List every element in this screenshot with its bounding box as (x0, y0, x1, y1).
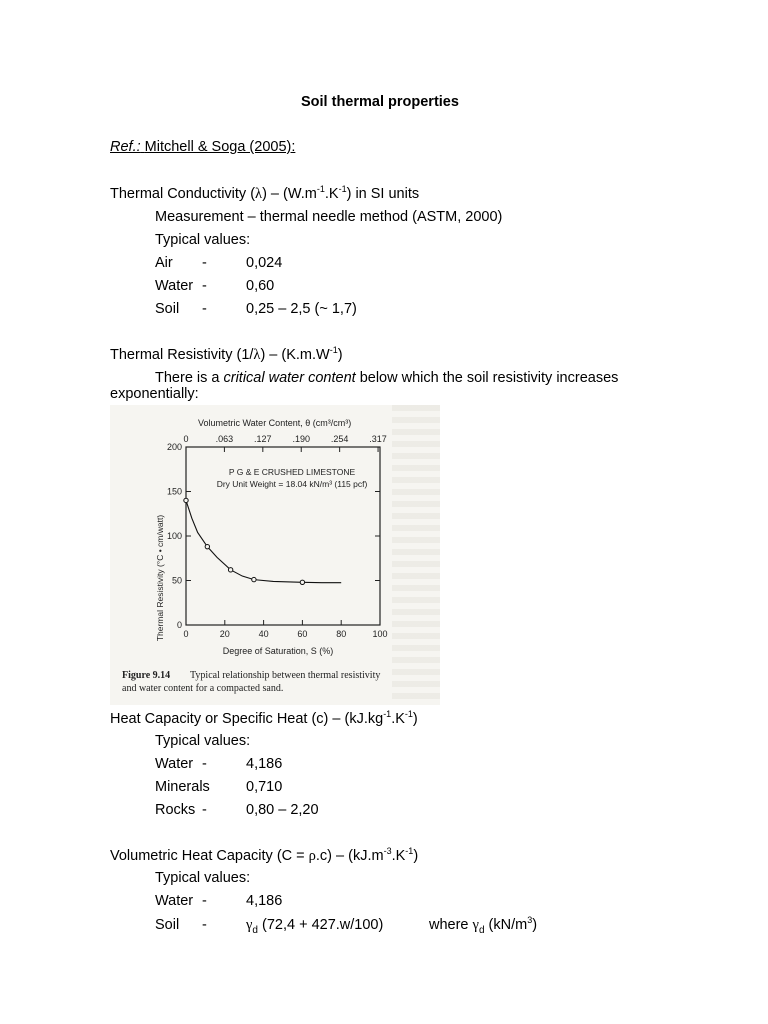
tc-measurement: Measurement – thermal needle method (ASTM, 2000) (155, 209, 503, 225)
x-tick-label: 20 (219, 629, 230, 639)
thermal-resistivity-chart (110, 405, 440, 705)
tc-heading-unit: ) – (W.m (262, 186, 317, 202)
top-tick-label: .317 (369, 434, 387, 444)
row-value: 0,024 (246, 255, 283, 271)
data-point (205, 544, 209, 548)
row-name: Minerals (155, 779, 210, 795)
row-name: Soil (155, 917, 180, 933)
tr-sentence (155, 370, 618, 386)
x-tick-label: 60 (297, 629, 308, 639)
row-value: 0,60 (246, 278, 275, 294)
vhc-typical-label: Typical values: (155, 870, 251, 886)
row-dash: - (202, 802, 207, 818)
row-value: 4,186 (246, 893, 283, 909)
formula-text: (72,4 + 427.w/100) (257, 917, 384, 933)
tr-sentence-post: below which the soil resistivity increases (355, 370, 619, 386)
row-value: 0,80 – 2,20 (246, 802, 319, 818)
y-tick-label: 200 (166, 442, 182, 452)
volumetric-heat-capacity-heading (110, 848, 418, 865)
lambda-symbol: λ (253, 347, 261, 363)
top-axis-label: Volumetric Water Content, θ (cm³/cm³) (198, 418, 352, 428)
tc-exp1: -1 (316, 184, 325, 195)
unit-exp: 3 (527, 915, 533, 926)
x-axis-label: Degree of Saturation, S (%) (222, 646, 334, 656)
tc-heading-post: ) in SI units (346, 186, 420, 202)
figure-caption-line1: Typical relationship between thermal resistivity (190, 670, 381, 681)
vhc-heading-text: Volumetric Heat Capacity (C = (110, 848, 309, 864)
row-dash: - (202, 301, 207, 317)
row-value: 0,25 – 2,5 (~ 1,7) (246, 301, 357, 317)
top-tick-label: .254 (330, 434, 349, 444)
hc-heading-unit: .K (391, 711, 405, 727)
top-tick-label: .190 (292, 434, 311, 444)
tr-heading-post: ) (337, 347, 343, 363)
gamma-subscript: d (478, 924, 485, 936)
x-tick-label: 80 (336, 629, 347, 639)
tr-sentence-line2: exponentially: (110, 386, 199, 402)
row-dash: - (202, 278, 207, 294)
x-axis-ticks (183, 620, 387, 639)
top-tick-label: 0 (183, 434, 189, 444)
tr-exp1: -1 (329, 345, 338, 356)
vhc-heading-post: ) (413, 848, 419, 864)
inset-label-line1: P G & E CRUSHED LIMESTONE (228, 467, 356, 477)
y-tick-label: 150 (166, 486, 182, 497)
tc-exp2: -1 (338, 184, 347, 195)
unit-text: (kN/m (484, 917, 528, 933)
data-point (184, 498, 188, 502)
hc-exp2: -1 (404, 709, 413, 720)
page-title: Soil thermal properties (301, 94, 459, 110)
gamma-symbol: γ (472, 917, 479, 933)
series-points (184, 498, 305, 584)
row-name: Rocks (155, 802, 196, 818)
y-tick-label: 0 (176, 620, 182, 630)
thermal-conductivity-heading (110, 186, 419, 203)
data-point (252, 577, 256, 581)
where-text: where (429, 917, 473, 933)
unit-post: ) (532, 917, 538, 933)
thermal-resistivity-heading (110, 347, 343, 364)
row-name: Soil (155, 301, 180, 317)
series-line (186, 500, 341, 582)
tr-sentence-pre: There is a (155, 370, 224, 386)
x-tick-label: 40 (258, 629, 269, 639)
gamma-symbol: γ (246, 917, 253, 933)
row-value: 0,710 (246, 779, 283, 795)
reference-text: Mitchell & Soga (2005): (144, 139, 296, 155)
data-point (300, 580, 304, 584)
soil-formula (246, 917, 383, 934)
row-dash: - (202, 255, 207, 271)
y-tick-label: 50 (171, 575, 182, 586)
row-name: Water (155, 756, 194, 772)
vhc-heading-unit2: .K (391, 848, 406, 864)
figure-caption-label: Figure 9.14 (122, 670, 171, 681)
hc-heading-post: ) (412, 711, 418, 727)
reference-line (110, 139, 295, 155)
tc-heading-unit2: .K (324, 186, 339, 202)
scanned-figure (110, 405, 440, 705)
tr-heading-unit: ) – (K.m.W (260, 347, 330, 363)
top-tick-label: .127 (254, 434, 272, 444)
tr-heading-text: Thermal Resistivity (1/ (110, 347, 254, 363)
inset-label-line2: Dry Unit Weight = 18.04 kN/m³ (115 pcf) (216, 479, 368, 489)
row-name: Air (155, 255, 173, 271)
row-name: Water (155, 893, 194, 909)
vhc-exp2: -1 (405, 846, 414, 857)
y-axis-label: Thermal Resistivity (°C • cm/watt) (155, 514, 165, 642)
row-dash: - (202, 893, 207, 909)
heat-capacity-heading (110, 711, 418, 727)
row-dash: - (202, 756, 207, 772)
hc-exp1: -1 (383, 709, 392, 720)
figure-caption-line2: and water content for a compacted sand. (122, 683, 284, 694)
row-name: Water (155, 278, 194, 294)
tr-sentence-emphasis: critical water content (223, 370, 356, 386)
tc-heading-text: Thermal Conductivity ( (110, 186, 256, 202)
reference-label: Ref.: (110, 139, 141, 155)
tc-typical-label: Typical values: (155, 232, 251, 248)
vhc-exp1: -3 (383, 846, 392, 857)
hc-typical-label: Typical values: (155, 733, 251, 749)
rho-symbol: ρ (308, 848, 316, 864)
soil-where-clause (429, 917, 537, 934)
lambda-symbol: λ (255, 186, 263, 202)
y-tick-label: 100 (166, 531, 182, 541)
row-dash: - (202, 917, 207, 933)
top-axis-ticks (183, 434, 386, 452)
data-point (228, 568, 232, 572)
vhc-heading-unit: .c) – (kJ.m (315, 848, 384, 864)
x-tick-label: 0 (183, 629, 189, 639)
row-value: 4,186 (246, 756, 283, 772)
x-tick-label: 100 (372, 629, 388, 639)
gamma-subscript: d (252, 924, 258, 936)
hc-heading-text: Heat Capacity or Specific Heat (c) – (kJ.kg (110, 711, 384, 727)
top-tick-label: .063 (215, 434, 234, 444)
